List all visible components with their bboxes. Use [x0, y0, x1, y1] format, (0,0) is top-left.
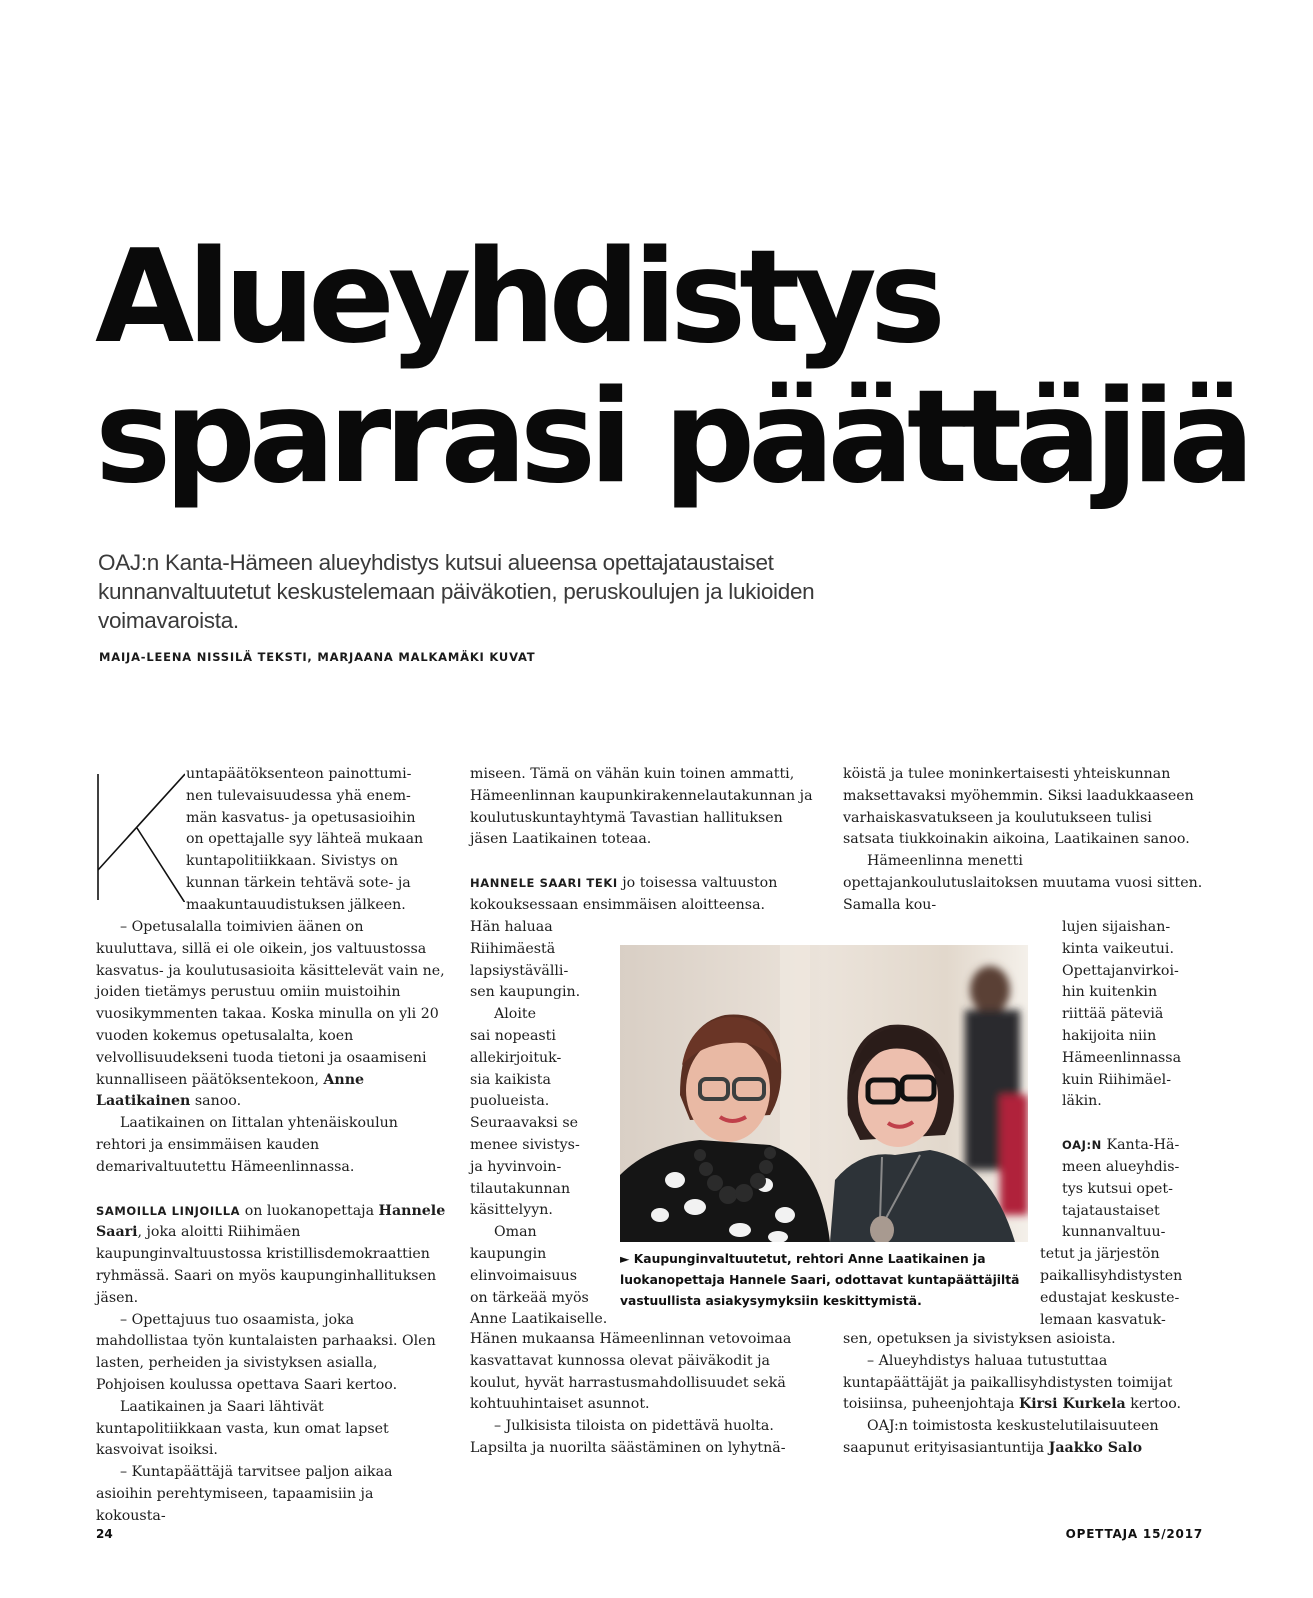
photo-caption	[620, 1249, 1040, 1312]
text-line: tetut ja järjestön	[1040, 1246, 1160, 1263]
lead-in: SAMOILLA LINJOILLA	[96, 1203, 241, 1218]
dropcap-leg	[137, 828, 185, 902]
paragraph: sen, opetuksen ja sivistyksen asioista.	[843, 1331, 1116, 1347]
text-line: puolueista.	[470, 1093, 550, 1110]
text-line: sia kaikista	[470, 1071, 551, 1088]
caption-text: Kaupunginvaltuutetut, rehtori Anne Laatikainen ja luokanopettaja Hannele Saari, odottavat kuntapäättäjiltä vastuullista asiakysymyksiin keskittymistä.	[620, 1252, 1020, 1308]
text-line: elinvoimaisuus	[470, 1267, 577, 1284]
paragraph: miseen. Tämä on vähän kuin toinen ammatti, Hämeenlinnan kaupunkirakennelautakunnan ja koulutuskuntayhtymä Tavastian hallituksen jäsen Laatikainen toteaa.	[470, 766, 813, 848]
text-line: kuin Riihimäel-	[1062, 1071, 1171, 1088]
text-line: män kasvatus- ja opetusasioihin	[186, 809, 416, 826]
paragraph: – Opetusalalla toimivien äänen on kuuluttava, sillä ei ole oikein, jos valtuustossa kasvatus- ja koulutusasioita käsittelevät vain ne, joiden tietämys perustuu omiin muistoihin vuosikymmenten takaa. Koska minulla on yli 20 vuoden kokemus opetusalalta, koen velvollisuudekseni tuoda tietoni ja osaamiseni kunnalliseen päätöksentekoon, Anne Laatikainen sanoo.	[96, 919, 445, 1110]
article-photo	[620, 945, 1028, 1242]
text-line: lapsiystävälli-	[470, 962, 569, 979]
text-line: menee sivistys-	[470, 1136, 580, 1153]
paragraph: Hänen mukaansa Hämeenlinnan vetovoimaa kasvattavat kunnossa olevat päiväkodit ja koulut, hyvät harrastusmahdollisuudet sekä kohtuuhintaiset asunnot.	[470, 1331, 792, 1413]
text-line: ja hyvinvoin-	[470, 1158, 562, 1175]
text-line: OAJ:N Kanta-Hä-	[1062, 1137, 1180, 1154]
lead-in: OAJ:N	[1062, 1138, 1107, 1153]
paragraph: SAMOILLA LINJOILLA on luokanopettaja Hannele Saari, joka aloitti Riihimäen kaupunginvaltuustossa kristillisdemokraattien ryhmässä. Saari on myös kaupunginhallituksen jäsen.	[96, 1202, 446, 1306]
text-line: sen kaupungin.	[470, 984, 581, 1001]
text-line: kinta vaikeutui.	[1062, 940, 1174, 957]
column-1	[96, 917, 446, 1528]
text-line: paikallisyhdistysten	[1040, 1267, 1183, 1284]
text-line: tys kutsui opet-	[1062, 1180, 1173, 1197]
text-line: allekirjoituk-	[470, 1049, 562, 1066]
text-line: käsittelyyn.	[470, 1202, 553, 1219]
column-3	[843, 764, 1203, 917]
text-line: maakuntauudistuksen jälkeen.	[186, 896, 406, 913]
paragraph: HANNELE SAARI TEKI jo toisessa valtuuston kokouksessaan ensimmäisen aloitteensa.	[470, 875, 778, 913]
publication-issue: OPETTAJA 15/2017	[1065, 1527, 1203, 1541]
text-line: kunnanvaltuu-	[1062, 1224, 1166, 1241]
text-line: riittää päteviä	[1062, 1006, 1164, 1023]
paragraph: Laatikainen on Iittalan yhtenäiskoulun rehtori ja ensimmäisen kauden demarivaltuutettu Hämeenlinnassa.	[96, 1115, 398, 1175]
dropcap-k-icon	[95, 772, 185, 902]
paragraph: – Julkisista tiloista on pidettävä huolta. Lapsilta ja nuorilta säästäminen on lyhytnä-	[470, 1418, 786, 1456]
person-name: Jaakko Salo	[1048, 1439, 1143, 1456]
column-3-wrapped-text	[1040, 917, 1202, 1331]
text-line: Opettajanvirkoi-	[1062, 962, 1179, 979]
text-line: tajataustaiset	[1062, 1202, 1160, 1219]
paragraph: – Opettajuus tuo osaamista, joka mahdollistaa työn kuntalaisten parhaaksi. Olen lasten, perheiden ja sivistyksen asialla, Pohjoisen koulussa opettava Saari kertoo.	[96, 1311, 436, 1393]
person-name: Anne Laatikainen	[96, 1071, 365, 1110]
text-line: Anne Laatikaiselle.	[470, 1311, 608, 1328]
text-line: tilautakunnan	[470, 1180, 571, 1197]
text-line: kaupungin	[470, 1245, 547, 1262]
person-name: Kirsi Kurkela	[1018, 1396, 1126, 1413]
text-line: nen tulevaisuudessa yhä enem-	[186, 787, 411, 804]
paragraph: köistä ja tulee moninkertaisesti yhteiskunnan maksettavaksi myöhemmin. Siksi laadukkaaseen varhaiskasvatukseen ja koulutukseen tulisi satsata tiukkoinakin aikoina, Laatikainen sanoo.	[843, 766, 1194, 848]
text-line: on tärkeää myös	[470, 1289, 589, 1306]
caption-marker-icon: ►	[620, 1252, 630, 1266]
lead-in: HANNELE SAARI TEKI	[470, 876, 618, 891]
text-line: edustajat keskuste-	[1040, 1289, 1180, 1306]
headline-line-2: sparrasi päättäjiä	[95, 363, 1248, 512]
paragraph: Laatikainen ja Saari lähtivät kuntapolitiikkaan vasta, kun omat lapset kasvoivat isoiksi.	[96, 1398, 389, 1459]
dropcap-arm	[98, 774, 185, 870]
text-line: untapäätöksenteon painottumi-	[186, 766, 412, 782]
text-line: Seuraavaksi se	[470, 1115, 579, 1132]
text-line: lemaan kasvatuk-	[1040, 1311, 1166, 1328]
headline	[95, 223, 1248, 512]
column-2-wrapped-text	[470, 917, 610, 1331]
text-line: kuntapolitiikkaan. Sivistys on	[186, 853, 399, 870]
lead-paragraph: OAJ:n Kanta-Hämeen alueyhdistys kutsui alueensa opettajataustaiset kunnanvaltuutetut keskustelemaan päiväkotien, peruskoulujen ja lukioiden voimavaroista.	[98, 550, 815, 633]
text-line: läkin.	[1062, 1093, 1102, 1110]
column-1-intro	[186, 764, 446, 917]
text-line: on opettajalle syy lähteä mukaan	[186, 831, 424, 848]
text-line: hakijoita niin	[1062, 1027, 1157, 1044]
text-line: Oman	[494, 1224, 537, 1241]
text-line: Riihimäestä	[470, 940, 556, 957]
person-name: Hannele Saari	[96, 1202, 446, 1241]
column-3-bottom	[843, 1329, 1203, 1460]
text-line: Hän haluaa	[470, 919, 553, 935]
text-line: sai nopeasti	[470, 1027, 556, 1044]
paragraph: OAJ:n toimistosta keskustelutilaisuuteen saapunut erityisasiantuntija Jaakko Salo	[843, 1418, 1159, 1456]
text-line: lujen sijaishan-	[1062, 919, 1171, 935]
text-line: meen alueyhdis-	[1062, 1158, 1180, 1175]
paragraph: – Kuntapäättäjä tarvitsee paljon aikaa asioihin perehtymiseen, tapaamisiin ja kokousta-	[96, 1464, 393, 1524]
byline: MAIJA-LEENA NISSILÄ TEKSTI, MARJAANA MALKAMÄKI KUVAT	[99, 650, 536, 664]
portrait-illustration	[620, 945, 1028, 1242]
column-2-bottom	[470, 1329, 820, 1460]
headline-line-1: Alueyhdistys	[95, 223, 939, 372]
text-line: Hämeenlinnassa	[1062, 1049, 1182, 1066]
text-line: Aloite	[494, 1006, 536, 1023]
text-line: hin kuitenkin	[1062, 984, 1158, 1001]
page-number: 24	[96, 1527, 113, 1541]
column-2	[470, 764, 820, 917]
paragraph: – Alueyhdistys haluaa tutustuttaa kuntapäättäjät ja paikallisyhdistysten toimijat toisiinsa, puheenjohtaja Kirsi Kurkela kertoo.	[843, 1352, 1182, 1413]
paragraph: Hämeenlinna menetti opettajankoulutuslaitoksen muutama vuosi sitten. Samalla kou-	[843, 853, 1203, 913]
text-line: kunnan tärkein tehtävä sote- ja	[186, 874, 411, 891]
